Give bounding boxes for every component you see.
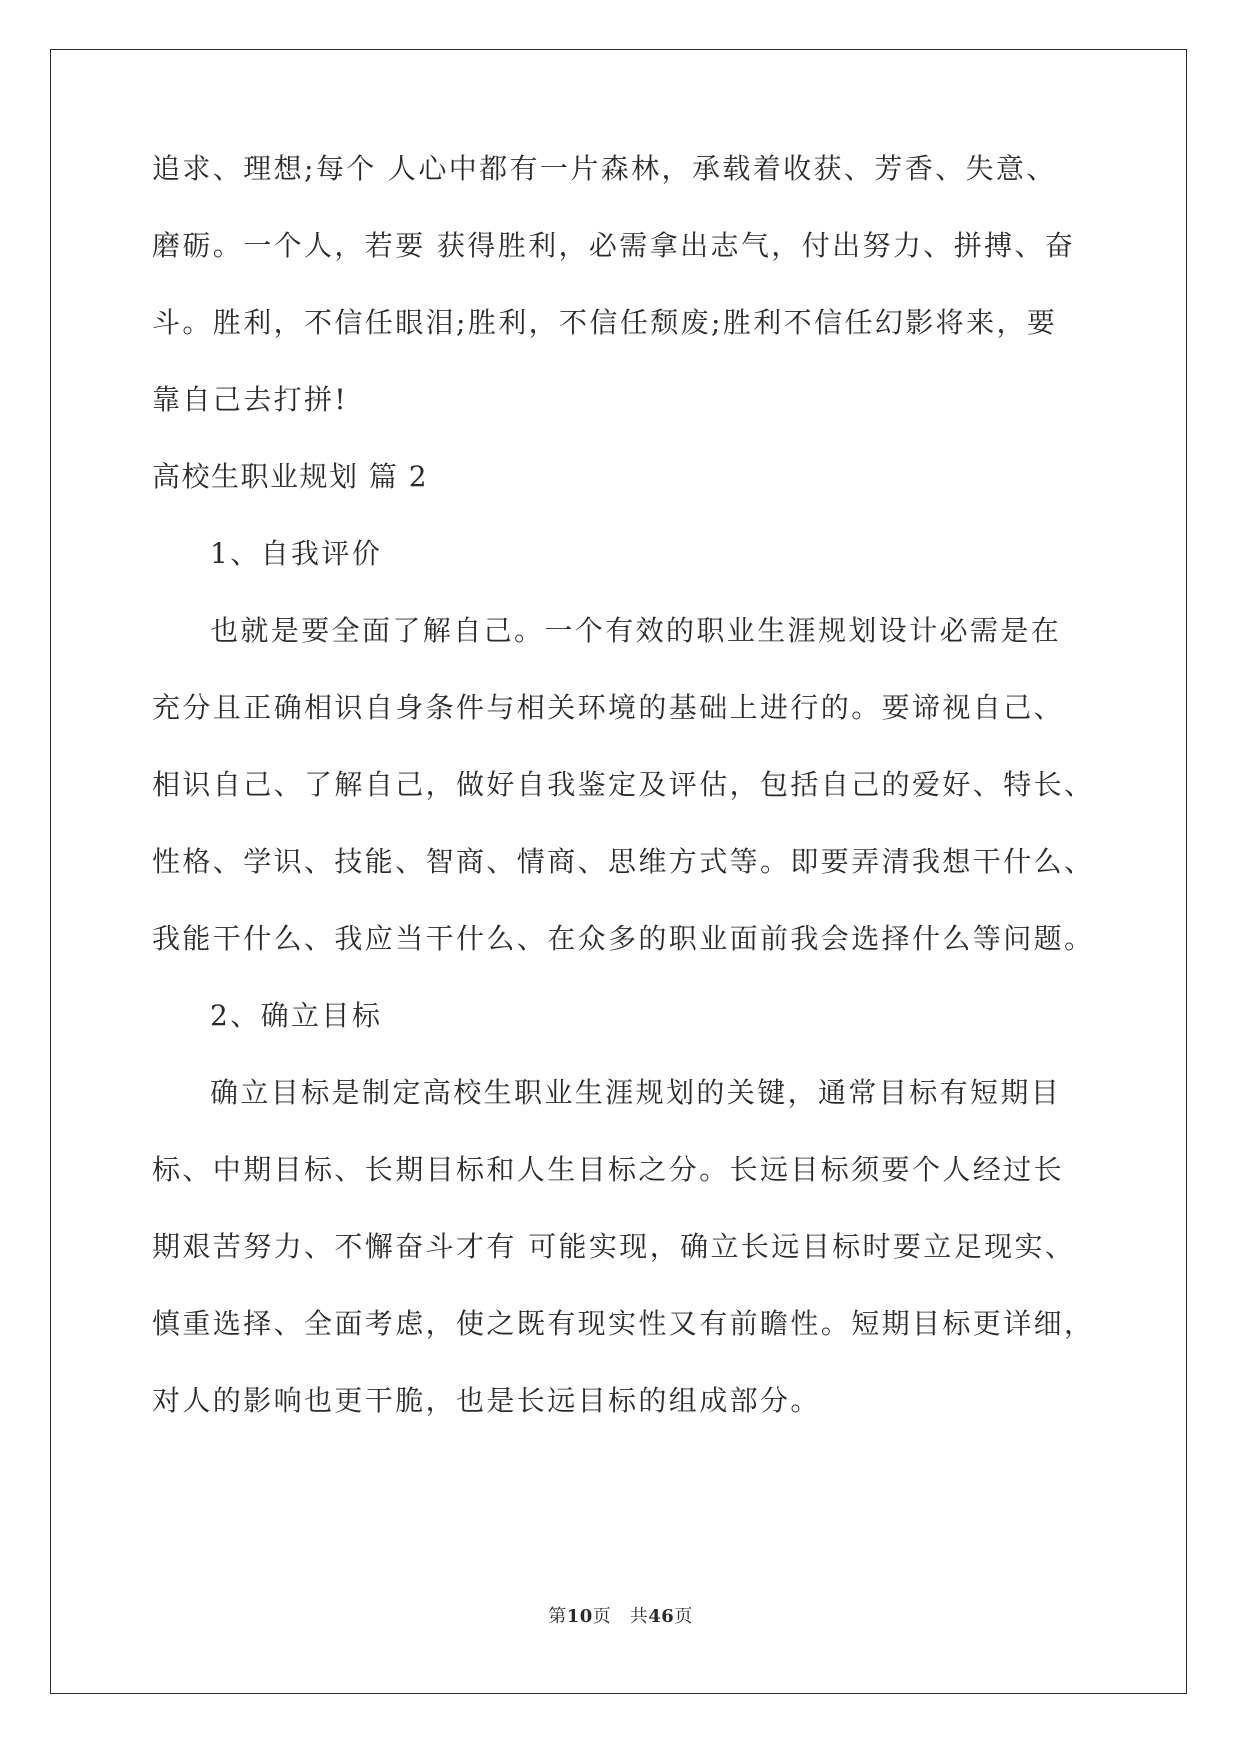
total-pages-number: 46 [648,1606,675,1627]
footer-suffix: 页 [674,1606,693,1627]
paragraph-line: 相识自己、了解自己，做好自我鉴定及评估，包括自己的爱好、特长、 [152,768,1095,801]
paragraph-line: 性格、学识、技能、智商、情商、思维方式等。即要弄清我想干什么、 [152,845,1095,878]
paragraph-line: 期艰苦努力、不懈奋斗才有 可能实现，确立长远目标时要立足现实、 [152,1230,1076,1263]
paragraph-line: 确立目标是制定高校生职业生涯规划的关键，通常目标有短期目 [210,1076,1062,1109]
paragraph-line: 靠自己去打拼! [152,383,349,416]
paragraph-line: 也就是要全面了解自己。一个有效的职业生涯规划设计必需是在 [210,614,1062,647]
paragraph-line: 我能干什么、我应当干什么、在众多的职业面前我会选择什么等问题。 [152,922,1095,955]
footer-prefix: 第 [548,1606,567,1627]
page-footer [0,1607,1241,1627]
paragraph-line: 斗。胜利，不信任眼泪;胜利，不信任颓废;胜利不信任幻影将来，要 [152,306,1058,339]
paragraph-line: 标、中期目标、长期目标和人生目标之分。长远目标须要个人经过长 [152,1153,1065,1186]
paragraph-line: 充分且正确相识自身条件与相关环境的基础上进行的。要谛视自己、 [152,691,1065,724]
subsection-heading: 2、确立目标 [210,999,383,1032]
section-heading: 高校生职业规划 篇 2 [152,460,429,493]
paragraph-line: 慎重选择、全面考虑，使之既有现实性又有前瞻性。短期目标更详细， [152,1307,1095,1340]
current-page-number: 10 [566,1606,593,1627]
subsection-heading: 1、自我评价 [210,537,383,570]
paragraph-line: 对人的影响也更干脆，也是长远目标的组成部分。 [152,1384,821,1417]
paragraph-line: 追求、理想;每个 人心中都有一片森林，承载着收获、芳香、失意、 [152,152,1057,185]
paragraph-line: 磨砺。一个人，若要 获得胜利，必需拿出志气，付出努力、拼搏、奋 [152,229,1076,262]
footer-mid: 页 共 [592,1606,649,1627]
